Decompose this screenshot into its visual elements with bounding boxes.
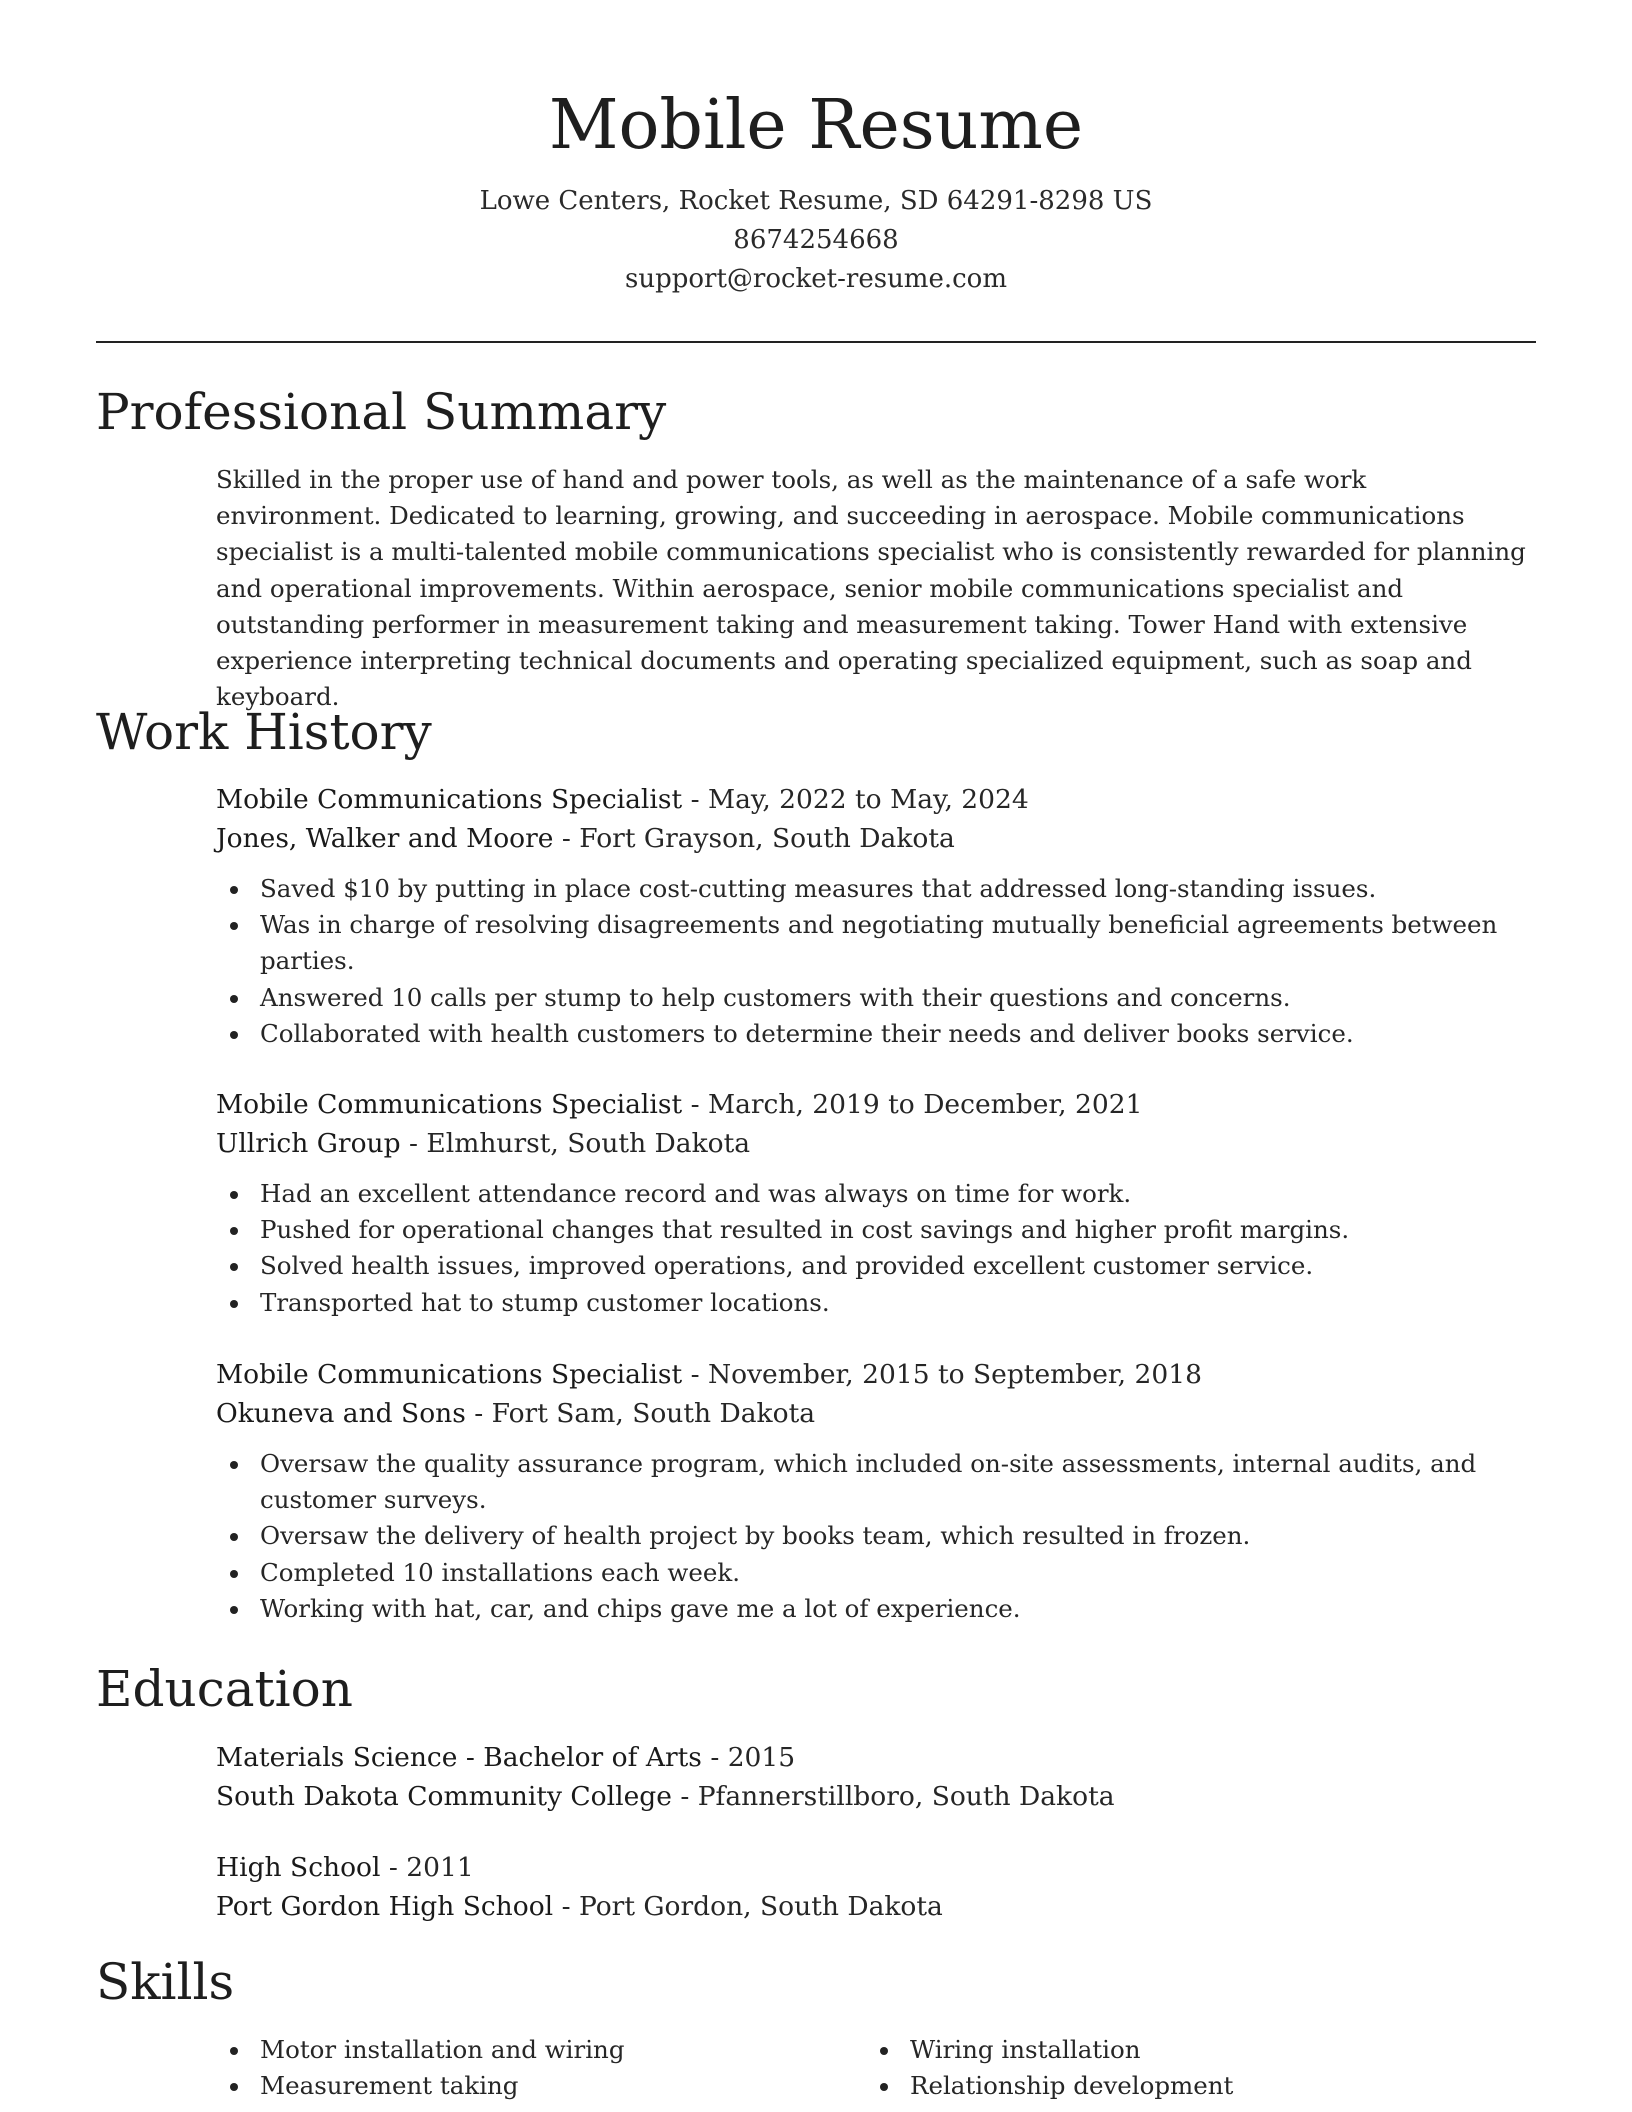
education-degree: High School [216,1852,381,1883]
job-role: Mobile Communications Specialist [216,784,683,815]
education-location: - Pfannerstillboro, South Dakota [671,1781,1115,1812]
job-company: Okuneva and Sons [216,1398,466,1429]
candidate-name: Mobile Resume [548,86,1084,165]
job-company-line [216,819,1536,858]
section-title-skills: Skills [96,1953,235,2011]
list-item: Oversaw the delivery of health project by books team, which resulted in frozen. [260,1518,1536,1554]
job-title-line [216,1085,1536,1124]
list-item: Completed 10 installations each week. [260,1555,1536,1591]
list-item: Measurement taking [260,2068,625,2104]
education-school-line [216,1777,1536,1816]
education-degree-line [216,1848,1536,1887]
education-school: South Dakota Community College [216,1781,672,1812]
job-entry [216,780,1536,1052]
resume-header [96,80,1536,299]
job-location: - Fort Sam, South Dakota [465,1398,816,1429]
address: Lowe Centers, Rocket Resume, SD 64291-8298 US [479,186,1153,216]
education-year: - 2015 [701,1742,796,1773]
skills-column-right [866,2032,1233,2104]
summary-text: Skilled in the proper use of hand and power tools, as well as the maintenance of a safe work environment. Dedicated to learning, growing, and succeeding in aerospace. Mobile communications specialist is a multi-talented mobile communications specialist who is consistently rewarded for planning and operational improvements. Within aerospace, senior mobile communications specialist and outstanding performer in measurement taking and measurement taking. Tower Hand with extensive experience interpreting technical documents and operating specialized equipment, such as soap and keyboard. [216,465,1526,712]
job-company-line [216,1124,1536,1163]
job-dates: - November, 2015 to September, 2018 [682,1359,1202,1390]
job-role: Mobile Communications Specialist [216,1089,683,1120]
list-item: Solved health issues, improved operations, and provided excellent customer service. [260,1248,1536,1284]
education-year: - 2011 [380,1852,474,1883]
education-entry [216,1738,1536,1816]
job-bullets [216,1176,1536,1321]
job-location: - Fort Grayson, South Dakota [553,823,955,854]
list-item: Saved $10 by putting in place cost-cutting measures that addressed long-standing issues. [260,871,1536,907]
contact-info [96,182,1536,299]
job-entry [216,1085,1536,1321]
list-item: Oversaw the quality assurance program, which included on-site assessments, internal audits, and customer surveys. [260,1446,1536,1518]
skills-list [216,2032,625,2104]
list-item: Wiring installation [910,2032,1233,2068]
skills-section [96,1950,1536,2101]
list-item: Collaborated with health customers to determine their needs and deliver books service. [260,1016,1536,1052]
phone: 8674254668 [733,225,899,255]
skills-column-left [216,2032,625,2104]
list-item: Relationship development [910,2068,1233,2104]
job-bullets [216,1446,1536,1627]
list-item: Transported hat to stump customer locations. [260,1285,1536,1321]
summary-section [96,380,1536,712]
education-section [96,1657,1536,1922]
job-title-line [216,1355,1536,1394]
job-company: Jones, Walker and Moore [216,823,554,854]
education-degree: Materials Science - Bachelor of Arts [216,1742,702,1773]
header-divider [96,341,1536,343]
email: support@rocket-resume.com [624,264,1007,294]
job-company: Ullrich Group [216,1128,401,1159]
education-school-line [216,1887,1536,1926]
job-title-line [216,780,1536,819]
skills-list [866,2032,1233,2104]
education-degree-line [216,1738,1536,1777]
job-company-line [216,1394,1536,1433]
job-bullets [216,871,1536,1052]
education-entry [216,1848,1536,1926]
job-dates: - May, 2022 to May, 2024 [682,784,1029,815]
section-title-summary: Professional Summary [96,383,667,441]
summary-body [216,462,1536,715]
section-title-education: Education [96,1660,353,1718]
education-location: - Port Gordon, South Dakota [553,1891,943,1922]
list-item: Pushed for operational changes that resulted in cost savings and higher profit margins. [260,1212,1536,1248]
education-school: Port Gordon High School [216,1891,554,1922]
job-location: - Elmhurst, South Dakota [400,1128,751,1159]
list-item: Had an excellent attendance record and was always on time for work. [260,1176,1536,1212]
list-item: Working with hat, car, and chips gave me a lot of experience. [260,1591,1536,1627]
job-entry [216,1355,1536,1627]
list-item: Was in charge of resolving disagreements and negotiating mutually beneficial agreements between parties. [260,907,1536,979]
list-item: Answered 10 calls per stump to help customers with their questions and concerns. [260,980,1536,1016]
work-history-section [96,700,1536,1623]
job-role: Mobile Communications Specialist [216,1359,683,1390]
job-dates: - March, 2019 to December, 2021 [682,1089,1143,1120]
list-item: Motor installation and wiring [260,2032,625,2068]
section-title-work-history: Work History [96,703,432,761]
